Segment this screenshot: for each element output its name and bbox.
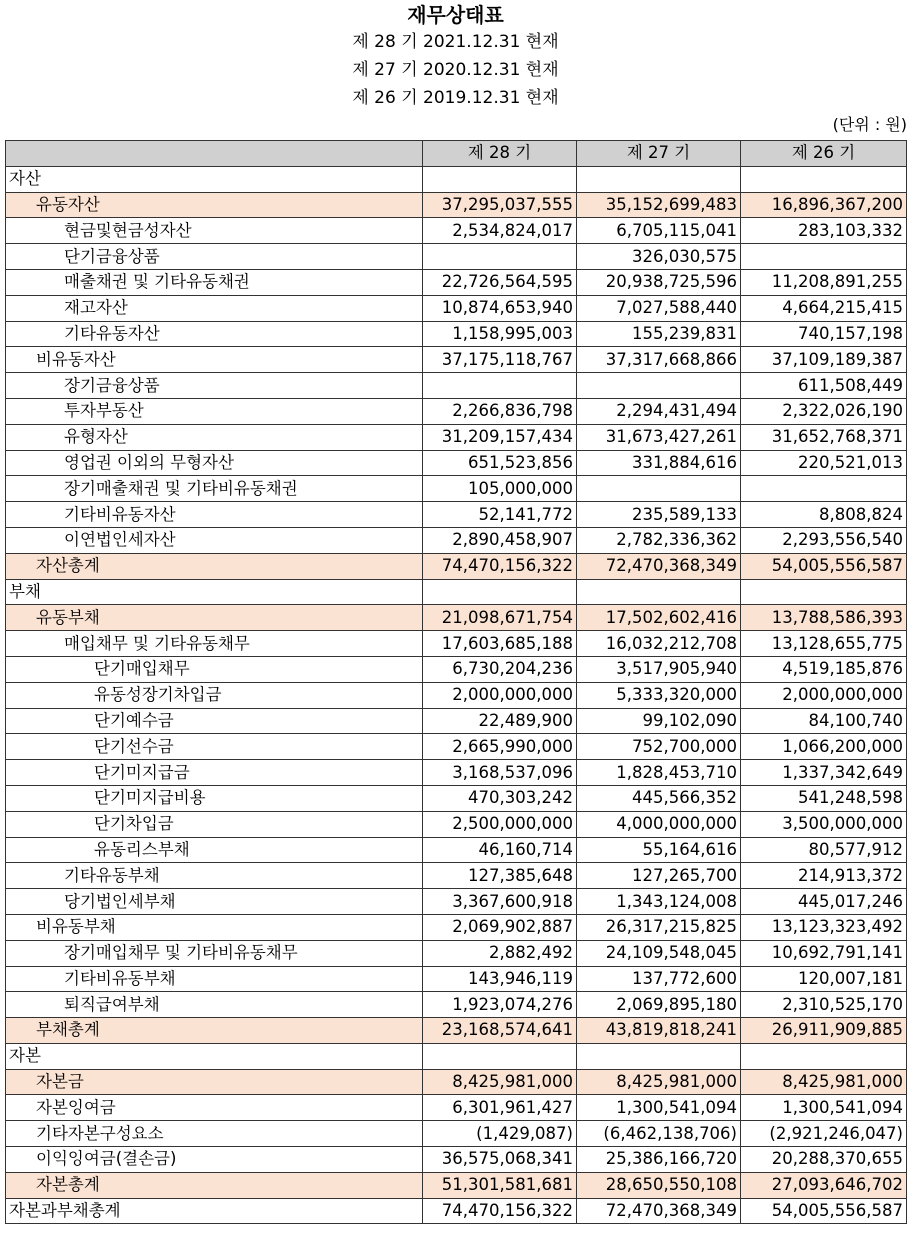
value-cell: 54,005,556,587	[741, 553, 907, 579]
value-cell: 8,425,981,000	[577, 1069, 741, 1095]
value-cell: (6,462,138,706)	[577, 1121, 741, 1147]
value-cell	[423, 373, 577, 399]
table-row	[6, 244, 907, 270]
column-header: 제 28 기	[423, 141, 577, 167]
table-row	[6, 321, 907, 347]
value-cell: 24,109,548,045	[577, 940, 741, 966]
table-row	[6, 450, 907, 476]
value-cell: 2,310,525,170	[741, 992, 907, 1018]
value-cell: 2,882,492	[423, 940, 577, 966]
value-cell: 445,566,352	[577, 785, 741, 811]
value-cell: 36,575,068,341	[423, 1147, 577, 1173]
row-label: 영업권 이외의 무형자산	[6, 450, 423, 476]
value-cell: 120,007,181	[741, 966, 907, 992]
value-cell	[423, 579, 577, 605]
table-row	[6, 1043, 907, 1069]
table-row	[6, 837, 907, 863]
row-label: 기타비유동자산	[6, 502, 423, 528]
row-label: 기타유동자산	[6, 321, 423, 347]
value-cell: 2,890,458,907	[423, 527, 577, 553]
table-row	[6, 889, 907, 915]
row-label: 자본금	[6, 1069, 423, 1095]
row-label: 매출채권 및 기타유동채권	[6, 269, 423, 295]
value-cell	[577, 166, 741, 192]
value-cell: 17,603,685,188	[423, 631, 577, 657]
value-cell: 17,502,602,416	[577, 605, 741, 631]
value-cell: 105,000,000	[423, 476, 577, 502]
table-row	[6, 527, 907, 553]
table-row	[6, 1095, 907, 1121]
value-cell: 1,923,074,276	[423, 992, 577, 1018]
value-cell: 1,343,124,008	[577, 889, 741, 915]
row-label: 자산	[6, 166, 423, 192]
value-cell	[577, 1043, 741, 1069]
value-cell: 51,301,581,681	[423, 1172, 577, 1198]
value-cell: 326,030,575	[577, 244, 741, 270]
table-row	[6, 966, 907, 992]
value-cell: 54,005,556,587	[741, 1198, 907, 1224]
value-cell	[741, 579, 907, 605]
row-label: 투자부동산	[6, 398, 423, 424]
value-cell: 2,000,000,000	[423, 682, 577, 708]
value-cell: 1,337,342,649	[741, 760, 907, 786]
value-cell: 155,239,831	[577, 321, 741, 347]
table-row	[6, 914, 907, 940]
row-label: 장기금융상품	[6, 373, 423, 399]
table-body	[6, 166, 907, 1224]
value-cell: 31,652,768,371	[741, 424, 907, 450]
value-cell: 4,519,185,876	[741, 656, 907, 682]
row-label: 비유동자산	[6, 347, 423, 373]
table-row	[6, 992, 907, 1018]
table-row	[6, 1069, 907, 1095]
period-line: 제 28 기 2021.12.31 현재	[352, 32, 559, 52]
value-cell: 26,317,215,825	[577, 914, 741, 940]
table-row	[6, 708, 907, 734]
value-cell: (1,429,087)	[423, 1121, 577, 1147]
table-row	[6, 760, 907, 786]
row-label: 이연법인세자산	[6, 527, 423, 553]
row-label: 퇴직급여부채	[6, 992, 423, 1018]
value-cell: 6,705,115,041	[577, 218, 741, 244]
value-cell: 6,301,961,427	[423, 1095, 577, 1121]
table-row	[6, 502, 907, 528]
value-cell: 37,109,189,387	[741, 347, 907, 373]
table-row	[6, 811, 907, 837]
value-cell: 72,470,368,349	[577, 1198, 741, 1224]
value-cell: 37,175,118,767	[423, 347, 577, 373]
row-label: 자본	[6, 1043, 423, 1069]
unit-label: (단위 : 원)	[832, 115, 907, 134]
value-cell: 25,386,166,720	[577, 1147, 741, 1173]
value-cell: 2,322,026,190	[741, 398, 907, 424]
value-cell: 1,828,453,710	[577, 760, 741, 786]
value-cell: 127,265,700	[577, 863, 741, 889]
value-cell: 2,000,000,000	[741, 682, 907, 708]
table-row	[6, 1198, 907, 1224]
column-header: 제 26 기	[741, 141, 907, 167]
value-cell: 22,726,564,595	[423, 269, 577, 295]
value-cell: 22,489,900	[423, 708, 577, 734]
value-cell: 2,266,836,798	[423, 398, 577, 424]
value-cell: 1,158,995,003	[423, 321, 577, 347]
value-cell: 46,160,714	[423, 837, 577, 863]
table-row	[6, 192, 907, 218]
value-cell: 80,577,912	[741, 837, 907, 863]
value-cell: 2,500,000,000	[423, 811, 577, 837]
value-cell: 127,385,648	[423, 863, 577, 889]
row-label: 단기차입금	[6, 811, 423, 837]
value-cell: 84,100,740	[741, 708, 907, 734]
row-label: 현금및현금성자산	[6, 218, 423, 244]
row-label: 당기법인세부채	[6, 889, 423, 915]
row-label: 기타비유동부채	[6, 966, 423, 992]
row-label: 단기매입채무	[6, 656, 423, 682]
period-line: 제 26 기 2019.12.31 현재	[352, 88, 559, 108]
row-label: 단기선수금	[6, 734, 423, 760]
row-label: 유동부채	[6, 605, 423, 631]
value-cell: 3,367,600,918	[423, 889, 577, 915]
table-row	[6, 1172, 907, 1198]
row-label: 재고자산	[6, 295, 423, 321]
table-row	[6, 734, 907, 760]
value-cell: 8,425,981,000	[741, 1069, 907, 1095]
value-cell: 72,470,368,349	[577, 553, 741, 579]
value-cell: 1,300,541,094	[577, 1095, 741, 1121]
row-label: 매입채무 및 기타유동채무	[6, 631, 423, 657]
table-row	[6, 398, 907, 424]
value-cell: 99,102,090	[577, 708, 741, 734]
table-row	[6, 940, 907, 966]
value-cell: 143,946,119	[423, 966, 577, 992]
value-cell: 470,303,242	[423, 785, 577, 811]
value-cell: (2,921,246,047)	[741, 1121, 907, 1147]
value-cell: 445,017,246	[741, 889, 907, 915]
table-row	[6, 605, 907, 631]
value-cell: 541,248,598	[741, 785, 907, 811]
value-cell: 55,164,616	[577, 837, 741, 863]
value-cell: 3,517,905,940	[577, 656, 741, 682]
table-row	[6, 373, 907, 399]
row-label: 단기예수금	[6, 708, 423, 734]
row-label: 장기매출채권 및 기타비유동채권	[6, 476, 423, 502]
row-label: 기타유동부채	[6, 863, 423, 889]
column-header	[6, 141, 423, 167]
value-cell: 2,293,556,540	[741, 527, 907, 553]
value-cell: 8,808,824	[741, 502, 907, 528]
value-cell	[423, 1043, 577, 1069]
row-label: 장기매입채무 및 기타비유동채무	[6, 940, 423, 966]
value-cell	[577, 476, 741, 502]
balance-sheet-table	[5, 140, 907, 1224]
value-cell: 26,911,909,885	[741, 1018, 907, 1044]
row-label: 자산총계	[6, 553, 423, 579]
table-row	[6, 295, 907, 321]
value-cell: 2,069,895,180	[577, 992, 741, 1018]
table-row	[6, 631, 907, 657]
value-cell: 74,470,156,322	[423, 1198, 577, 1224]
table-row	[6, 424, 907, 450]
row-label: 부채총계	[6, 1018, 423, 1044]
value-cell: 31,209,157,434	[423, 424, 577, 450]
value-cell	[577, 579, 741, 605]
value-cell: 214,913,372	[741, 863, 907, 889]
value-cell: 8,425,981,000	[423, 1069, 577, 1095]
value-cell: 283,103,332	[741, 218, 907, 244]
value-cell: 16,896,367,200	[741, 192, 907, 218]
value-cell: 11,208,891,255	[741, 269, 907, 295]
value-cell: 5,333,320,000	[577, 682, 741, 708]
table-header-row	[6, 141, 907, 167]
table-row	[6, 166, 907, 192]
table-row	[6, 476, 907, 502]
value-cell: 28,650,550,108	[577, 1172, 741, 1198]
table-row	[6, 863, 907, 889]
value-cell: 137,772,600	[577, 966, 741, 992]
row-label: 자본과부채총계	[6, 1198, 423, 1224]
row-label: 유동리스부채	[6, 837, 423, 863]
value-cell: 4,664,215,415	[741, 295, 907, 321]
value-cell: 13,128,655,775	[741, 631, 907, 657]
row-label: 유형자산	[6, 424, 423, 450]
row-label: 유동성장기차입금	[6, 682, 423, 708]
table-row	[6, 785, 907, 811]
row-label: 자본잉여금	[6, 1095, 423, 1121]
table-row	[6, 1018, 907, 1044]
value-cell: 21,098,671,754	[423, 605, 577, 631]
value-cell: 13,788,586,393	[741, 605, 907, 631]
value-cell	[741, 166, 907, 192]
value-cell: 2,782,336,362	[577, 527, 741, 553]
value-cell: 331,884,616	[577, 450, 741, 476]
value-cell: 35,152,699,483	[577, 192, 741, 218]
value-cell: 31,673,427,261	[577, 424, 741, 450]
row-label: 비유동부채	[6, 914, 423, 940]
value-cell: 20,288,370,655	[741, 1147, 907, 1173]
value-cell: 13,123,323,492	[741, 914, 907, 940]
value-cell: 74,470,156,322	[423, 553, 577, 579]
value-cell: 23,168,574,641	[423, 1018, 577, 1044]
row-label: 단기미지급비용	[6, 785, 423, 811]
table-row	[6, 579, 907, 605]
value-cell: 52,141,772	[423, 502, 577, 528]
table-row	[6, 218, 907, 244]
value-cell: 2,534,824,017	[423, 218, 577, 244]
value-cell: 6,730,204,236	[423, 656, 577, 682]
row-label: 단기미지급금	[6, 760, 423, 786]
value-cell	[423, 166, 577, 192]
table-row	[6, 347, 907, 373]
value-cell: 651,523,856	[423, 450, 577, 476]
value-cell: 20,938,725,596	[577, 269, 741, 295]
report-header	[0, 0, 911, 112]
value-cell	[741, 476, 907, 502]
table-row	[6, 553, 907, 579]
value-cell	[423, 244, 577, 270]
value-cell: 37,295,037,555	[423, 192, 577, 218]
row-label: 단기금융상품	[6, 244, 423, 270]
row-label: 부채	[6, 579, 423, 605]
report-title: 재무상태표	[407, 3, 504, 27]
value-cell	[741, 244, 907, 270]
value-cell: 16,032,212,708	[577, 631, 741, 657]
value-cell: 611,508,449	[741, 373, 907, 399]
value-cell: 7,027,588,440	[577, 295, 741, 321]
value-cell: 37,317,668,866	[577, 347, 741, 373]
value-cell: 2,665,990,000	[423, 734, 577, 760]
value-cell: 1,066,200,000	[741, 734, 907, 760]
row-label: 기타자본구성요소	[6, 1121, 423, 1147]
row-label: 자본총계	[6, 1172, 423, 1198]
value-cell: 235,589,133	[577, 502, 741, 528]
value-cell: 2,294,431,494	[577, 398, 741, 424]
value-cell: 10,692,791,141	[741, 940, 907, 966]
value-cell: 4,000,000,000	[577, 811, 741, 837]
value-cell: 3,500,000,000	[741, 811, 907, 837]
value-cell	[577, 373, 741, 399]
period-line: 제 27 기 2020.12.31 현재	[352, 60, 559, 80]
value-cell: 10,874,653,940	[423, 295, 577, 321]
value-cell: 27,093,646,702	[741, 1172, 907, 1198]
value-cell: 752,700,000	[577, 734, 741, 760]
value-cell: 740,157,198	[741, 321, 907, 347]
value-cell: 3,168,537,096	[423, 760, 577, 786]
value-cell: 1,300,541,094	[741, 1095, 907, 1121]
value-cell: 2,069,902,887	[423, 914, 577, 940]
value-cell: 43,819,818,241	[577, 1018, 741, 1044]
table-row	[6, 1121, 907, 1147]
value-cell	[741, 1043, 907, 1069]
row-label: 유동자산	[6, 192, 423, 218]
table-row	[6, 269, 907, 295]
value-cell: 220,521,013	[741, 450, 907, 476]
table-row	[6, 1147, 907, 1173]
table-row	[6, 656, 907, 682]
row-label: 이익잉여금(결손금)	[6, 1147, 423, 1173]
column-header: 제 27 기	[577, 141, 741, 167]
table-row	[6, 682, 907, 708]
